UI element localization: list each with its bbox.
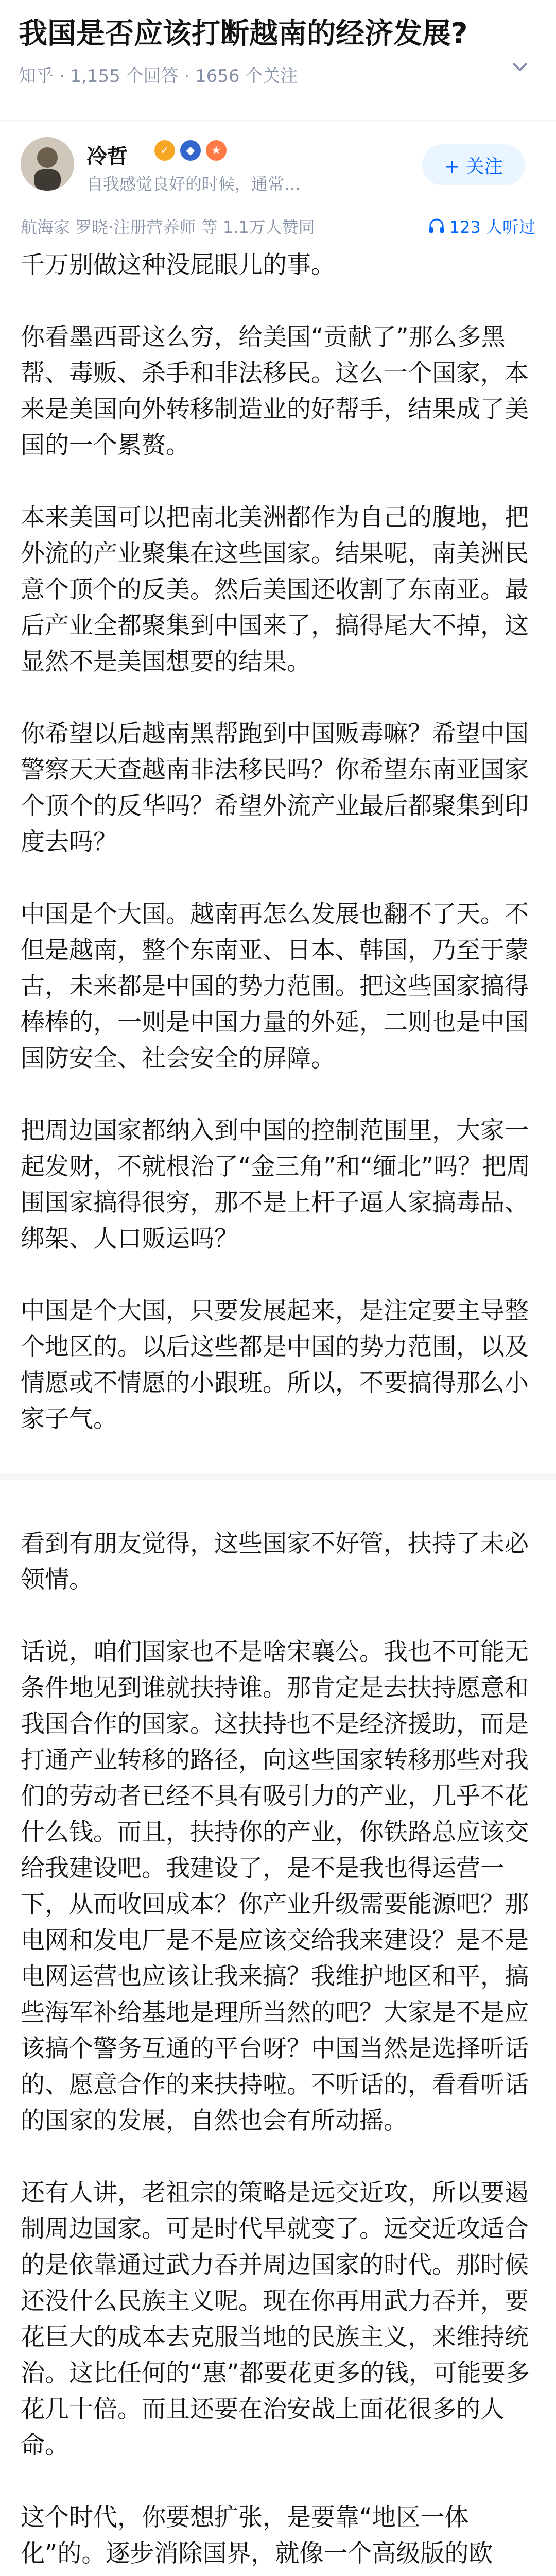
- upvote-summary[interactable]: 航海家 罗晓·注册营养师 等 1.1万人赞同: [21, 217, 315, 237]
- paragraph: 中国是个大国。越南再怎么发展也翻不了天。不但是越南，整个东南亚、日本、韩国，乃至于蒙古，未来都是中国的势力范围。把这些国家搞得棒棒的，一则是中国力量的外延，二则也是中国国防安全、社会安全的屏障。: [21, 900, 529, 1073]
- listen-count[interactable]: [428, 214, 535, 238]
- answer-body: [21, 247, 535, 2576]
- author-name[interactable]: 冷哲: [86, 145, 128, 168]
- listen-label: 123 人听过: [449, 217, 535, 237]
- header-divider: [0, 120, 556, 122]
- author-row: [0, 129, 556, 206]
- section-divider: [0, 1473, 556, 1480]
- author-bio: 自我感觉良好的时候，通常…: [86, 174, 301, 194]
- verified-badge-icon: ✓: [154, 140, 175, 161]
- paragraph: 还有人讲，老祖宗的策略是远交近攻，所以要遏制周边国家。可是时代早就变了。远交近攻适合的是依靠通过武力吞并周边国家的时代。那时候还没什么民族主义呢。现在你再用武力吞并，要花巨大的成本去克服当地的民族主义，来维持统治。这比任何的“惠”都要花更多的钱，可能要多花几十倍。而且还要在治安战上面花很多的人命。: [21, 2179, 530, 2460]
- answer-stats: [0, 211, 556, 242]
- paragraph: 你希望以后越南黑帮跑到中国贩毒嘛？希望中国警察天天查越南非法移民吗？你希望东南亚国家个顶个的反华吗？希望外流产业最后都聚集到印度去吗？: [21, 720, 529, 856]
- medal-badge-icon: ★: [206, 140, 227, 161]
- paragraph: 中国是个大国，只要发展起来，是注定要主导整个地区的。以后这些都是中国的势力范围，以及情愿或不情愿的小跟班。所以，不要搞得那么小家子气。: [21, 1297, 529, 1433]
- paragraph: 把周边国家都纳入到中国的控制范围里，大家一起发财，不就根治了“金三角”和“缅北”吗？把周围国家搞得很穷，那不是上杆子逼人家搞毒品、绑架、人口贩运吗？: [21, 1116, 531, 1253]
- question-title[interactable]: 我国是否应该打断越南的经济发展?: [19, 17, 468, 50]
- author-badges: [154, 140, 227, 161]
- chevron-down-icon[interactable]: [505, 52, 535, 82]
- paragraph: 这个时代，你要想扩张，是要靠“地区一体化”的。逐步消除国界，就像一个高级版的欧: [21, 2503, 493, 2568]
- fire-badge-icon: ◆: [180, 140, 201, 161]
- avatar[interactable]: [21, 137, 74, 191]
- paragraph: 千万别做这种没屁眼儿的事。: [21, 251, 335, 279]
- question-meta: 知乎 · 1,155 个回答 · 1656 个关注: [19, 66, 298, 87]
- paragraph: 你看墨西哥这么穷，给美国“贡献了”那么多黑帮、毒贩、杀手和非法移民。这么一个国家，本来是美国向外转移制造业的好帮手，结果成了美国的一个累赘。: [21, 323, 529, 460]
- follow-button[interactable]: + 关注: [422, 144, 525, 185]
- paragraph: 本来美国可以把南北美洲都作为自己的腹地，把外流的产业聚集在这些国家。结果呢，南美洲民意个顶个的反美。然后美国还收割了东南亚。最后产业全都聚集到中国来了，搞得尾大不掉，这显然不是美国想要的结果。: [21, 503, 529, 676]
- question-header: [0, 0, 556, 129]
- paragraph: 看到有朋友觉得，这些国家不好管，扶持了未必领情。: [21, 1530, 529, 1594]
- headphone-icon: [428, 217, 445, 235]
- paragraph: 话说，咱们国家也不是啥宋襄公。我也不可能无条件地见到谁就扶持谁。那肯定是去扶持愿意和我国合作的国家。这扶持也不是经济援助，而是打通产业转移的路径，向这些国家转移那些对我们的劳动者已经不具有吸引力的产业，几乎不花什么钱。而且，扶持你的产业，你铁路总应该交给我建设吧。我建设了，是不是我也得运营一下，从而收回成本？你产业升级需要能源吧？那电网和发电厂是不是应该交给我来建设？是不是电网运营也应该让我来搞？我维护地区和平，搞些海军补给基地是理所当然的吧？大家是不是应该搞个警务互通的平台呀？中国当然是选择听话的、愿意合作的来扶持啦。不听话的，看看听话的国家的发展，自然也会有所动摇。: [21, 1638, 529, 2135]
